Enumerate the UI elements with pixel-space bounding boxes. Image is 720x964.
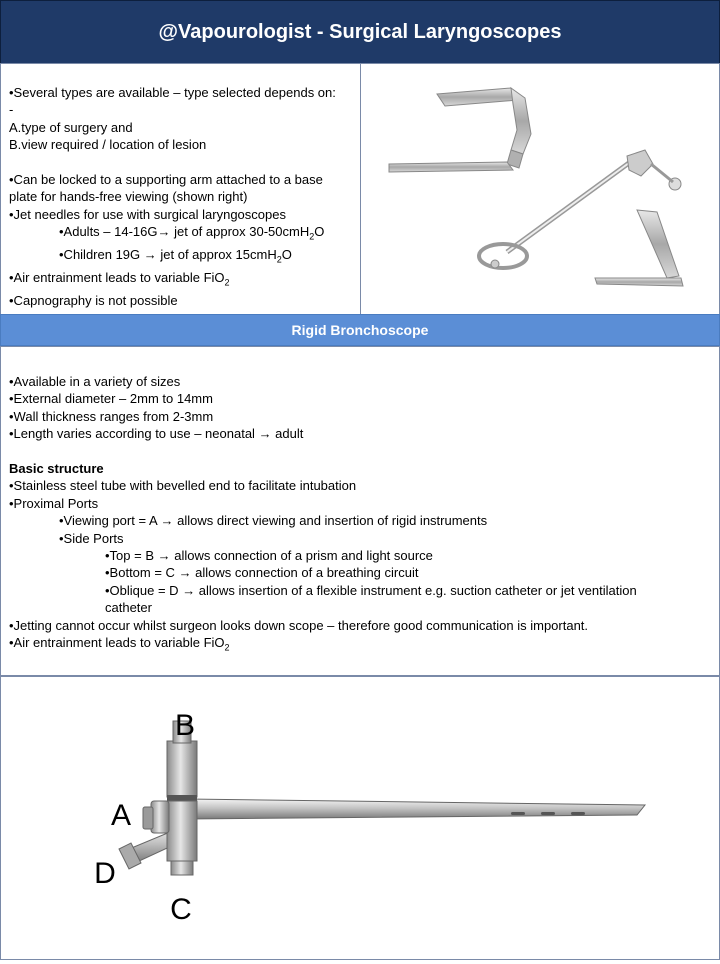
label-b: B [174, 709, 196, 742]
adults-line: •Adults – 14-16G→ jet of approx 30-50cmH$_2$O [59, 224, 325, 242]
steel-line: •Stainless steel tube with bevelled end to facilitate intubation [9, 478, 357, 494]
arrow-icon: → [157, 224, 171, 240]
jetting-line: •Jetting cannot occur whilst surgeon looks down scope – therefore good communication is important. [9, 617, 589, 633]
bronchoscope-diagram [1, 677, 719, 959]
proximal-line: •Proximal Ports [9, 495, 99, 511]
laryngoscope-image-panel [360, 63, 720, 315]
section-heading-rigid-bronchoscope: Rigid Bronchoscope [0, 314, 720, 346]
side-ports-line: •Side Ports [59, 530, 124, 546]
arrow-icon: → [182, 582, 196, 598]
arrow-icon: → [143, 247, 157, 263]
laryngoscope-text-panel [0, 63, 361, 315]
air-entrainment-line: •Air entrainment leads to variable FiO$_2$ [9, 635, 230, 653]
intro-line: •Several types are available – type selected depends on: [9, 85, 336, 100]
lock-line-2: plate for hands-free viewing (shown right) [9, 189, 248, 205]
bronchoscope-text-panel [0, 346, 720, 676]
page-title: @Vapourologist - Surgical Laryngoscopes [0, 0, 720, 64]
arrow-icon: → [157, 548, 171, 564]
capnography-line: •Capnography is not possible [9, 293, 178, 309]
dash-line: - [9, 102, 14, 118]
children-line: •Children 19G → jet of approx 15cmH$_2$O [59, 247, 292, 265]
type-a-line: A.type of surgery and [9, 119, 133, 135]
viewing-port-line: •Viewing port = A → allows direct viewing and insertion of rigid instruments [59, 513, 488, 529]
oblique-port-line: •Oblique = D → allows insertion of a flexible instrument e.g. suction catheter or jet ventilation catheter [105, 582, 637, 616]
label-d: D [94, 857, 116, 890]
length-line: •Length varies according to use – neonatal → adult [9, 426, 304, 442]
wall-line: •Wall thickness ranges from 2-3mm [9, 408, 214, 424]
laryngoscope-illustration [361, 64, 719, 314]
diameter-line: •External diameter – 2mm to 14mm [9, 391, 213, 407]
label-a: A [110, 799, 132, 832]
arrow-icon: → [160, 513, 174, 529]
sizes-line: •Available in a variety of sizes [9, 374, 181, 389]
arrow-icon: → [178, 565, 192, 581]
type-b-line: B.view required / location of lesion [9, 137, 207, 153]
air-entrainment-line: •Air entrainment leads to variable FiO$_2$ [9, 270, 230, 288]
lock-line-1: •Can be locked to a supporting arm attached to a base [9, 172, 323, 188]
bronchoscope-diagram-panel [0, 676, 720, 960]
basic-structure-heading: Basic structure [9, 461, 104, 477]
top-port-line: •Top = B → allows connection of a prism and light source [105, 548, 433, 564]
bottom-port-line: •Bottom = C → allows connection of a breathing circuit [105, 565, 419, 581]
arrow-icon: → [258, 426, 272, 442]
label-c: C [170, 893, 192, 926]
jet-line: •Jet needles for use with surgical laryngoscopes [9, 206, 286, 222]
